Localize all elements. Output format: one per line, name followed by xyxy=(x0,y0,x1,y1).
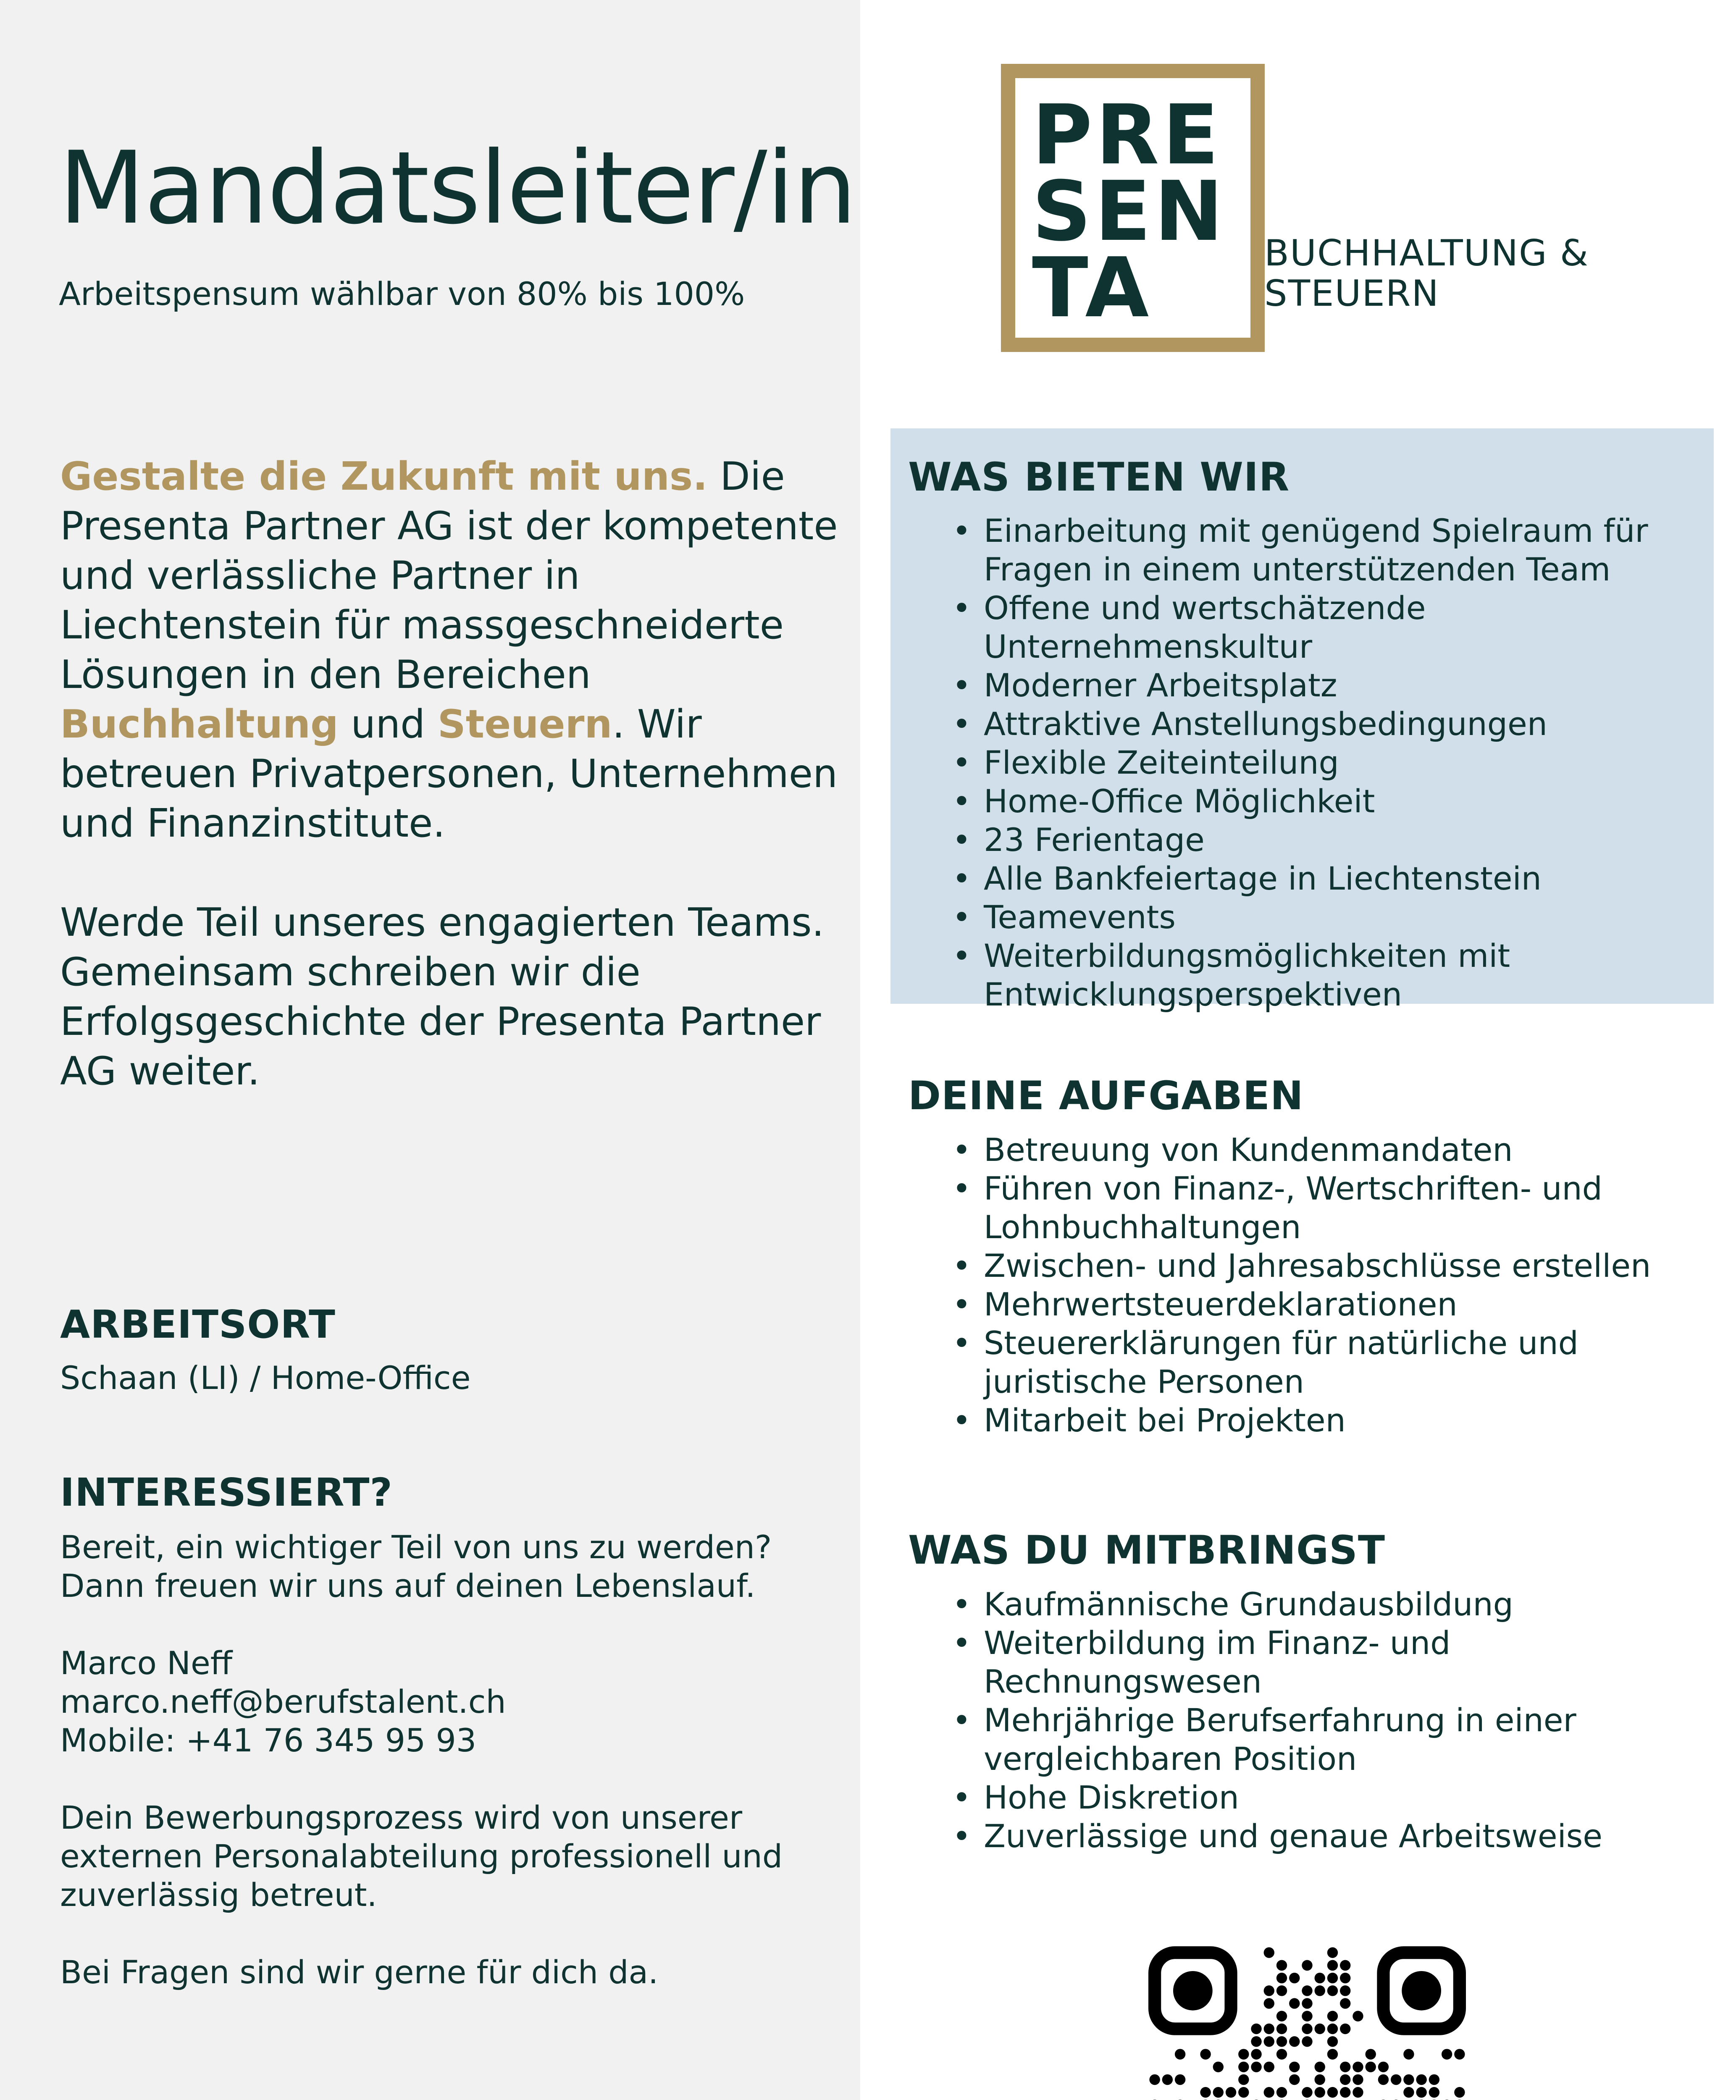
logo-text-line-3: TA xyxy=(1032,240,1153,336)
contact-block xyxy=(60,1528,841,1992)
offer-list-item: • Home-Office Möglichkeit xyxy=(908,782,1715,821)
offer-list xyxy=(908,512,1715,1014)
intro-lead: Gestalte die Zukunft mit uns. xyxy=(60,454,708,499)
task-list-item: • Steuererklärungen für natürliche und juristische Personen xyxy=(908,1324,1715,1401)
requirement-list-item: • Zuverlässige und genaue Arbeitsweise xyxy=(908,1817,1715,1856)
offer-list-item: • Alle Bankfeiertage in Liechtenstein xyxy=(908,859,1715,898)
requirement-list-item: • Weiterbildung im Finanz- und Rechnungswesen xyxy=(908,1624,1715,1701)
arbeitsort-heading: ARBEITSORT xyxy=(60,1302,336,1347)
logo-text-line-1: PRE xyxy=(1032,87,1222,183)
requirements-heading: WAS DU MITBRINGST xyxy=(908,1528,1386,1573)
closing-text: Bei Fragen sind wir gerne für dich da. xyxy=(60,1953,659,1991)
offer-list-item: • Moderner Arbeitsplatz xyxy=(908,666,1715,705)
task-list-item: • Mitarbeit bei Projekten xyxy=(908,1401,1715,1440)
task-list-item: • Betreuung von Kundenmandaten xyxy=(908,1131,1715,1169)
arbeitsort-text: Schaan (LI) / Home-Office xyxy=(60,1359,471,1396)
offer-list-wrapper xyxy=(908,512,1715,1014)
requirement-list-item: • Mehrjährige Berufserfahrung in einer vergleichbaren Position xyxy=(908,1701,1715,1778)
requirements-list xyxy=(908,1585,1715,1856)
highlight-steuern: Steuern xyxy=(437,701,612,747)
presenta-logo xyxy=(1001,64,1265,352)
contact-name: Marco Neff xyxy=(60,1644,233,1682)
offer-list-item: • Einarbeitung mit genügend Spielraum für Fragen in einem unterstützenden Team xyxy=(908,512,1715,589)
logo-tagline xyxy=(1264,233,1589,314)
qr-code-icon[interactable] xyxy=(1148,1946,1466,2100)
intro-text-part: Die Presenta Partner AG ist der kompetente und verlässliche Partner in Liechtenstein für massgeschneiderte Lösungen in den Bereichen xyxy=(60,454,838,697)
process-text: Dein Bewerbungsprozess wird von unserer externen Personalabteilung professionell und zuverlässig betreut. xyxy=(60,1799,783,1914)
task-list-item: • Mehrwertsteuerdeklarationen xyxy=(908,1285,1715,1324)
logo-tagline-line-1: BUCHHALTUNG & xyxy=(1264,232,1589,274)
highlight-buchhaltung: Buchhaltung xyxy=(60,701,339,747)
offer-heading: WAS BIETEN WIR xyxy=(908,454,1290,500)
intro-paragraph-1 xyxy=(60,452,850,848)
offer-list-item: • 23 Ferientage xyxy=(908,821,1715,859)
requirements-list-wrapper xyxy=(908,1585,1715,1856)
offer-list-item: • Attraktive Anstellungsbedingungen xyxy=(908,705,1715,743)
contact-email-link[interactable]: marco.neff@berufstalent.ch xyxy=(60,1683,506,1720)
offer-list-item: • Weiterbildungsmöglichkeiten mit Entwicklungsperspektiven xyxy=(908,937,1715,1014)
intro-text xyxy=(60,452,850,1096)
intro-paragraph-2: Werde Teil unseres engagierten Teams. Gemeinsam schreiben wir die Erfolgsgeschichte der Presenta Partner AG weiter. xyxy=(60,900,825,1094)
workload-subtitle: Arbeitspensum wählbar von 80% bis 100% xyxy=(59,275,745,312)
offer-list-item: • Teamevents xyxy=(908,898,1715,937)
interessiert-text: Bereit, ein wichtiger Teil von uns zu werden? Dann freuen wir uns auf deinen Lebenslauf. xyxy=(60,1528,772,1604)
task-list-item: • Zwischen- und Jahresabschlüsse erstellen xyxy=(908,1247,1715,1285)
interessiert-heading: INTERESSIERT? xyxy=(60,1470,393,1515)
tasks-list xyxy=(908,1131,1715,1440)
offer-list-item: • Offene und wertschätzende Unternehmenskultur xyxy=(908,589,1715,666)
requirement-list-item: • Hohe Diskretion xyxy=(908,1778,1715,1817)
intro-text-part: und xyxy=(338,701,438,747)
requirement-list-item: • Kaufmännische Grundausbildung xyxy=(908,1585,1715,1624)
offer-list-item: • Flexible Zeiteinteilung xyxy=(908,743,1715,782)
contact-mobile: Mobile: +41 76 345 95 93 xyxy=(60,1722,477,1759)
tasks-heading: DEINE AUFGABEN xyxy=(908,1073,1304,1119)
page-title: Mandatsleiter/in xyxy=(59,130,856,247)
logo-tagline-line-2: STEUERN xyxy=(1264,273,1439,315)
logo-text-line-2: SEN xyxy=(1032,164,1227,260)
intro-text-part: . Wir betreuen Privatpersonen, Unternehmen und Finanzinstitute. xyxy=(60,701,838,846)
tasks-list-wrapper xyxy=(908,1131,1715,1440)
task-list-item: • Führen von Finanz-, Wertschriften- und Lohnbuchhaltungen xyxy=(908,1169,1715,1247)
